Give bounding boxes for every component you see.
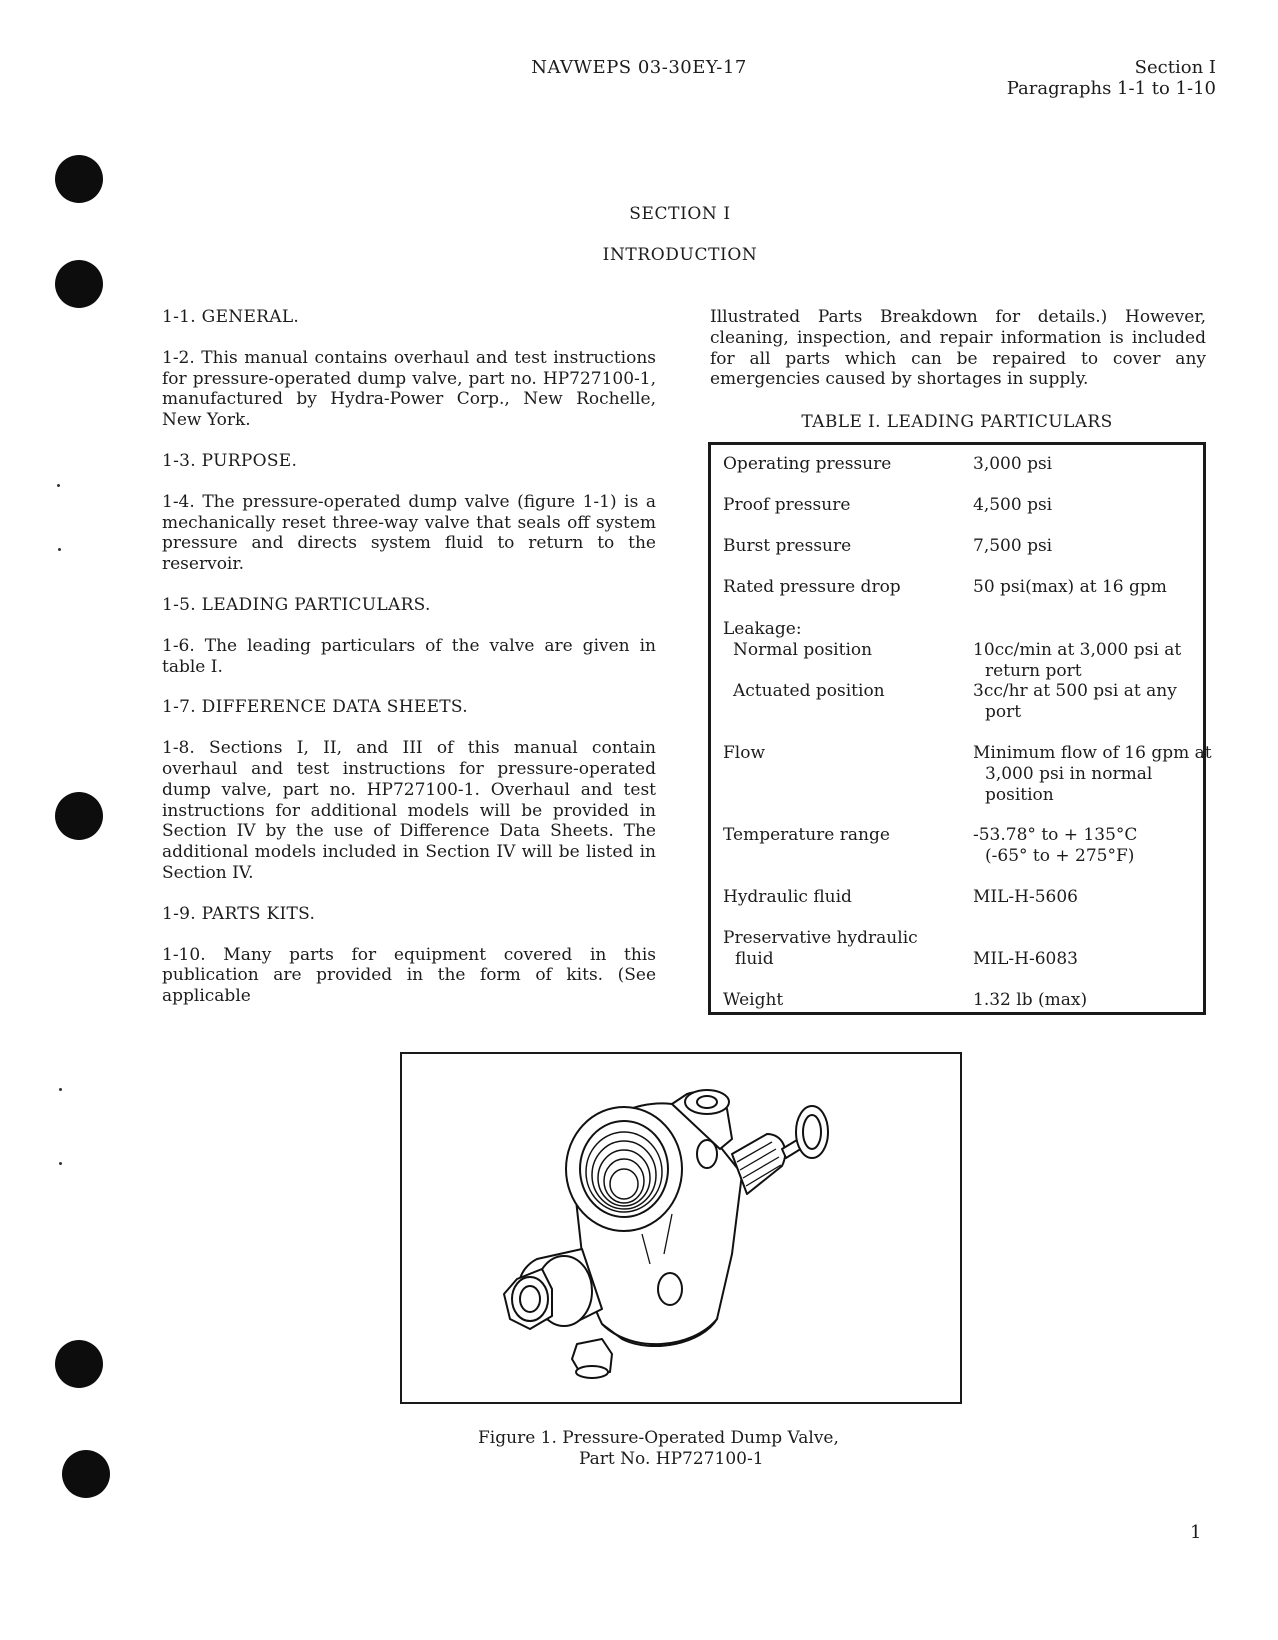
table-param: Preservative hydraulic fluid bbox=[723, 928, 918, 969]
binder-hole bbox=[55, 260, 103, 308]
paragraph-1-10: 1-10. Many parts for equipment covered in this publication are provided in the form of kits. (See applicable bbox=[162, 944, 656, 1007]
table-value: 10cc/min at 3,000 psi at return port bbox=[973, 640, 1182, 681]
paragraph-1-6: 1-6. The leading particulars of the valve are given in table I. bbox=[162, 635, 656, 677]
table-value: Minimum flow of 16 gpm at 3,000 psi in normal position bbox=[973, 743, 1212, 805]
paragraph-continuation: Illustrated Parts Breakdown for details.) However, cleaning, inspection, and repair information is included for all parts which can be repaired to cover any emergencies caused by shortages in supply. bbox=[710, 307, 1206, 390]
table-value: 7,500 psi bbox=[973, 536, 1053, 556]
table-param: Proof pressure bbox=[723, 495, 851, 515]
table-value: 50 psi(max) at 16 gpm bbox=[973, 577, 1167, 597]
binder-hole bbox=[55, 1340, 103, 1388]
scan-speck bbox=[59, 1162, 62, 1165]
table-value: -53.78° to + 135°C (-65° to + 275°F) bbox=[973, 825, 1138, 866]
paragraph-1-8: 1-8. Sections I, II, and III of this manual contain overhaul and test instructions for pressure-operated dump valve, part no. HP727100-1. Overhaul and test instructions for additional models will be provided in Section IV by the use of Difference Data Sheets. The additional models included in Section IV will be listed in Section IV. bbox=[162, 738, 656, 883]
table-param: Actuated position bbox=[733, 681, 885, 701]
page-number: 1 bbox=[1190, 1522, 1202, 1543]
table-value: 1.32 lb (max) bbox=[973, 990, 1088, 1010]
table-caption: TABLE I. LEADING PARTICULARS bbox=[801, 412, 1113, 432]
figure-frame bbox=[400, 1052, 962, 1404]
binder-hole bbox=[55, 792, 103, 840]
section-title: SECTION I bbox=[629, 204, 731, 224]
table-value: MIL-H-5606 bbox=[973, 887, 1078, 907]
scan-speck bbox=[59, 1088, 62, 1091]
heading-leading-particulars: 1-5. LEADING PARTICULARS. bbox=[162, 594, 431, 615]
dump-valve-illustration bbox=[402, 1054, 960, 1402]
scan-speck bbox=[57, 484, 60, 487]
binder-hole bbox=[55, 155, 103, 203]
section-subtitle: INTRODUCTION bbox=[602, 245, 758, 265]
table-value: 4,500 psi bbox=[973, 495, 1053, 515]
table-param: Temperature range bbox=[723, 825, 890, 845]
table-param: Rated pressure drop bbox=[723, 577, 901, 597]
table-param: Normal position bbox=[733, 640, 873, 660]
table-param: Burst pressure bbox=[723, 536, 852, 556]
heading-difference-data-sheets: 1-7. DIFFERENCE DATA SHEETS. bbox=[162, 697, 468, 718]
table-param: Weight bbox=[723, 990, 784, 1010]
document-number: NAVWEPS 03-30EY-17 bbox=[531, 57, 747, 78]
figure-caption bbox=[478, 1428, 839, 1470]
table-param: Leakage: bbox=[723, 619, 802, 639]
table-param: Flow bbox=[723, 743, 766, 763]
paragraph-1-4: 1-4. The pressure-operated dump valve (figure 1-1) is a mechanically reset three-way valve that seals off system pressure and directs system fluid to return to the reservoir. bbox=[162, 491, 656, 575]
left-column bbox=[162, 307, 656, 1007]
table-param: Operating pressure bbox=[723, 454, 892, 474]
paragraph-1-2: 1-2. This manual contains overhaul and test instructions for pressure-operated dump valve, part no. HP727100-1, manufactured by Hydra-Power Corp., New Rochelle, New York. bbox=[162, 347, 656, 431]
heading-purpose: 1-3. PURPOSE. bbox=[162, 450, 298, 471]
table-value: 3cc/hr at 500 psi at any port bbox=[973, 681, 1177, 722]
table-value: 3,000 psi bbox=[973, 454, 1053, 474]
figure-caption-line1: Figure 1. Pressure-Operated Dump Valve, bbox=[478, 1428, 839, 1448]
figure-caption-line2: Part No. HP727100-1 bbox=[579, 1449, 764, 1469]
paragraphs-label: Paragraphs 1-1 to 1-10 bbox=[1006, 78, 1216, 99]
heading-parts-kits: 1-9. PARTS KITS. bbox=[162, 903, 316, 924]
table-value: MIL-H-6083 bbox=[973, 949, 1078, 969]
binder-hole bbox=[62, 1450, 110, 1498]
right-column bbox=[710, 307, 1206, 390]
leading-particulars-table bbox=[708, 442, 1212, 1015]
table-param: Hydraulic fluid bbox=[723, 887, 852, 907]
section-label: Section I bbox=[1134, 57, 1216, 78]
heading-general: 1-1. GENERAL. bbox=[162, 307, 300, 327]
scan-speck bbox=[58, 548, 61, 551]
section-reference bbox=[1007, 57, 1216, 99]
